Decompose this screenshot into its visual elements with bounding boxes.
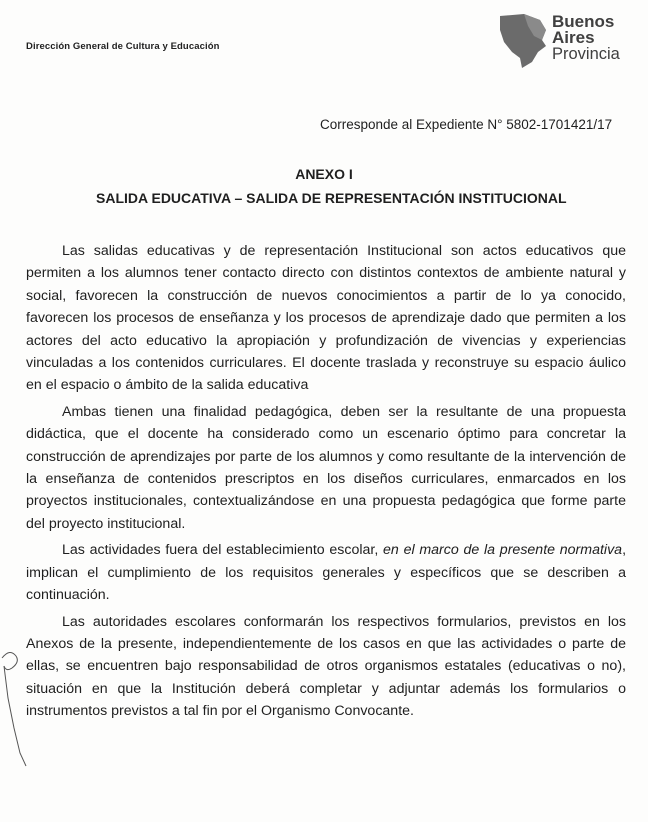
- province-map-icon: [494, 12, 550, 70]
- logo-line-3: Provincia: [552, 45, 620, 63]
- paragraph-4: Las autoridades escolares conformarán los respectivos formularios, previstos en los Anexos de la presente, independientemente de los casos en que las actividades o parte de ellas, se encuentren bajo responsabilidad de otros organismos estatales (educativas o no), situación en que la Institución deberá completar y adjuntar además los formularios o instrumentos previstos a tal fin por el Organismo Convocante.: [26, 613, 626, 720]
- handwritten-margin-mark: [0, 628, 36, 768]
- organization-name: Dirección General de Cultura y Educación: [26, 41, 220, 52]
- annex-subtitle: SALIDA EDUCATIVA – SALIDA DE REPRESENTACIÓN INSTITUCIONAL: [96, 190, 567, 206]
- expediente-reference: Corresponde al Expediente N° 5802-1701421/17: [320, 117, 613, 132]
- paragraph-3: [26, 539, 626, 606]
- paragraph-3-emphasis: en el marco de la presente normativa: [383, 542, 623, 559]
- logo-line-1: Buenos: [552, 12, 615, 31]
- paragraph-3-text: Las actividades fuera del establecimiento escolar,: [62, 542, 384, 559]
- logo-line-2: Aires: [552, 28, 595, 47]
- paragraph-1: Las salidas educativas y de representación Institucional son actos educativos que permiten a los alumnos tener contacto directo con distintos contextos de ambiente natural y social, favorecen la construcción de nuevos conocimientos a partir de lo ya conocido, favorecen los procesos de enseñanza y los procesos de aprendizaje dado que permiten a los actores del acto educativo la apropiación y profundización de vivencias y experiencias vinculadas a los contenidos curriculares. El docente traslada y reconstruye su espacio áulico en el espacio o ámbito de la salida educativa: [26, 243, 626, 394]
- annex-title: ANEXO I: [295, 166, 353, 182]
- province-logo: [494, 12, 628, 72]
- document-body: [26, 240, 626, 727]
- paragraph-3-text-end: , implican el cumplimiento de los requisitos generales y específicos que se describen a continuación.: [26, 542, 627, 604]
- paragraph-2: Ambas tienen una finalidad pedagógica, deben ser la resultante de una propuesta didáctica, que el docente ha considerado como un escenario óptimo para concretar la construcción de aprendizajes por parte de los alumnos y como resultante de la intervención de la enseñanza de contenidos prescriptos en los diseños curriculares, enmarcados en los proyectos institucionales, contextualizándose en una propuesta pedagógica que forme parte del proyecto institucional.: [26, 403, 626, 532]
